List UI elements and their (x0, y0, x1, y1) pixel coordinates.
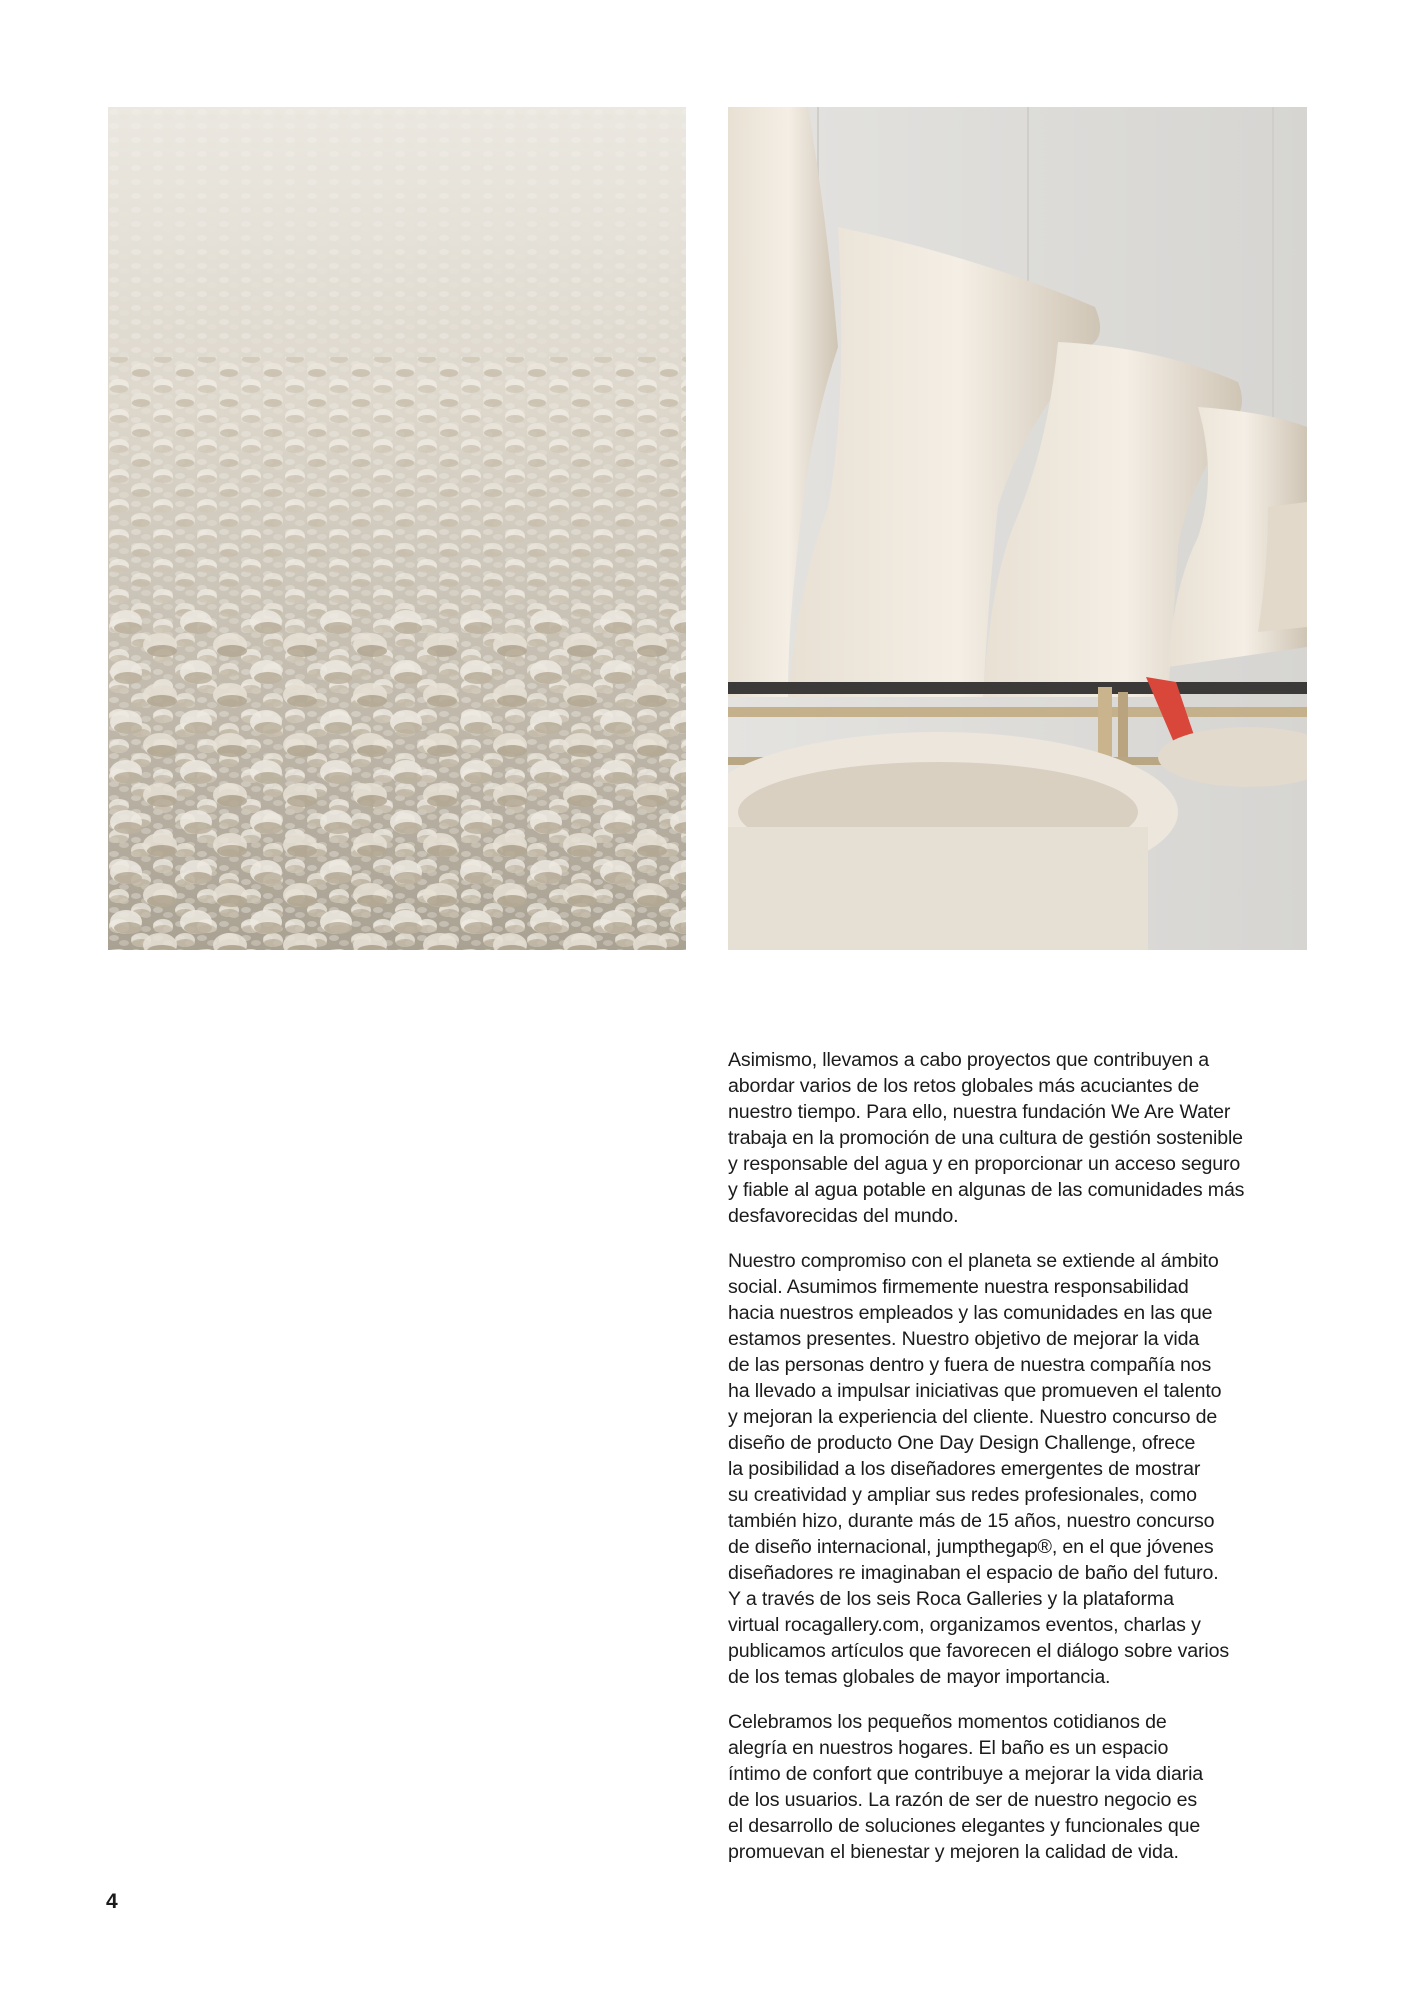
gravel-image (108, 107, 686, 950)
paragraph-1: Asimismo, llevamos a cabo proyectos que contribuyen a abordar varios de los retos globales más acuciantes de nuestro tiempo. Para ello, nuestra fundación We Are Water trabaja en la promoción de una cultura de gestión sostenible y responsable del agua y en proporcionar un acceso seguro y fiable al agua potable en algunas de las comunidades más desfavorecidas del mundo. (728, 1049, 1245, 1227)
body-text (728, 1047, 1316, 1884)
gravel-photo (108, 107, 686, 950)
ceramics-image (728, 107, 1307, 950)
paragraph-2: Nuestro compromiso con el planeta se extiende al ámbito social. Asumimos firmemente nuestra responsabilidad hacia nuestros empleados y las comunidades en las que estamos presentes. Nuestro objetivo de mejorar la vida de las personas dentro y fuera de nuestra compañía nos ha llevado a impulsar iniciativas que promueven el talento y mejoran la experiencia del cliente. Nuestro concurso de diseño de producto One Day Design Challenge, ofrece la posibilidad a los diseñadores emergentes de mostrar su creatividad y ampliar sus redes profesionales, como también hizo, durante más de 15 años, nuestro concurso de diseño internacional, jumpthegap®, en el que jóvenes diseñadores re imaginaban el espacio de baño del futuro. Y a través de los seis Roca Galleries y la plataforma virtual rocagallery.com, organizamos eventos, charlas y publicamos artículos que favorecen el diálogo sobre varios de los temas globales de mayor importancia. (728, 1250, 1230, 1688)
paragraph-3: Celebramos los pequeños momentos cotidianos de alegría en nuestros hogares. El baño es un espacio íntimo de confort que contribuye a mejorar la vida diaria de los usuarios. La razón de ser de nuestro negocio es el desarrollo de soluciones elegantes y funcionales que promuevan el bienestar y mejoren la calidad de vida. (728, 1711, 1204, 1863)
page-number: 4 (106, 1890, 118, 1913)
ceramics-photo (728, 107, 1307, 950)
